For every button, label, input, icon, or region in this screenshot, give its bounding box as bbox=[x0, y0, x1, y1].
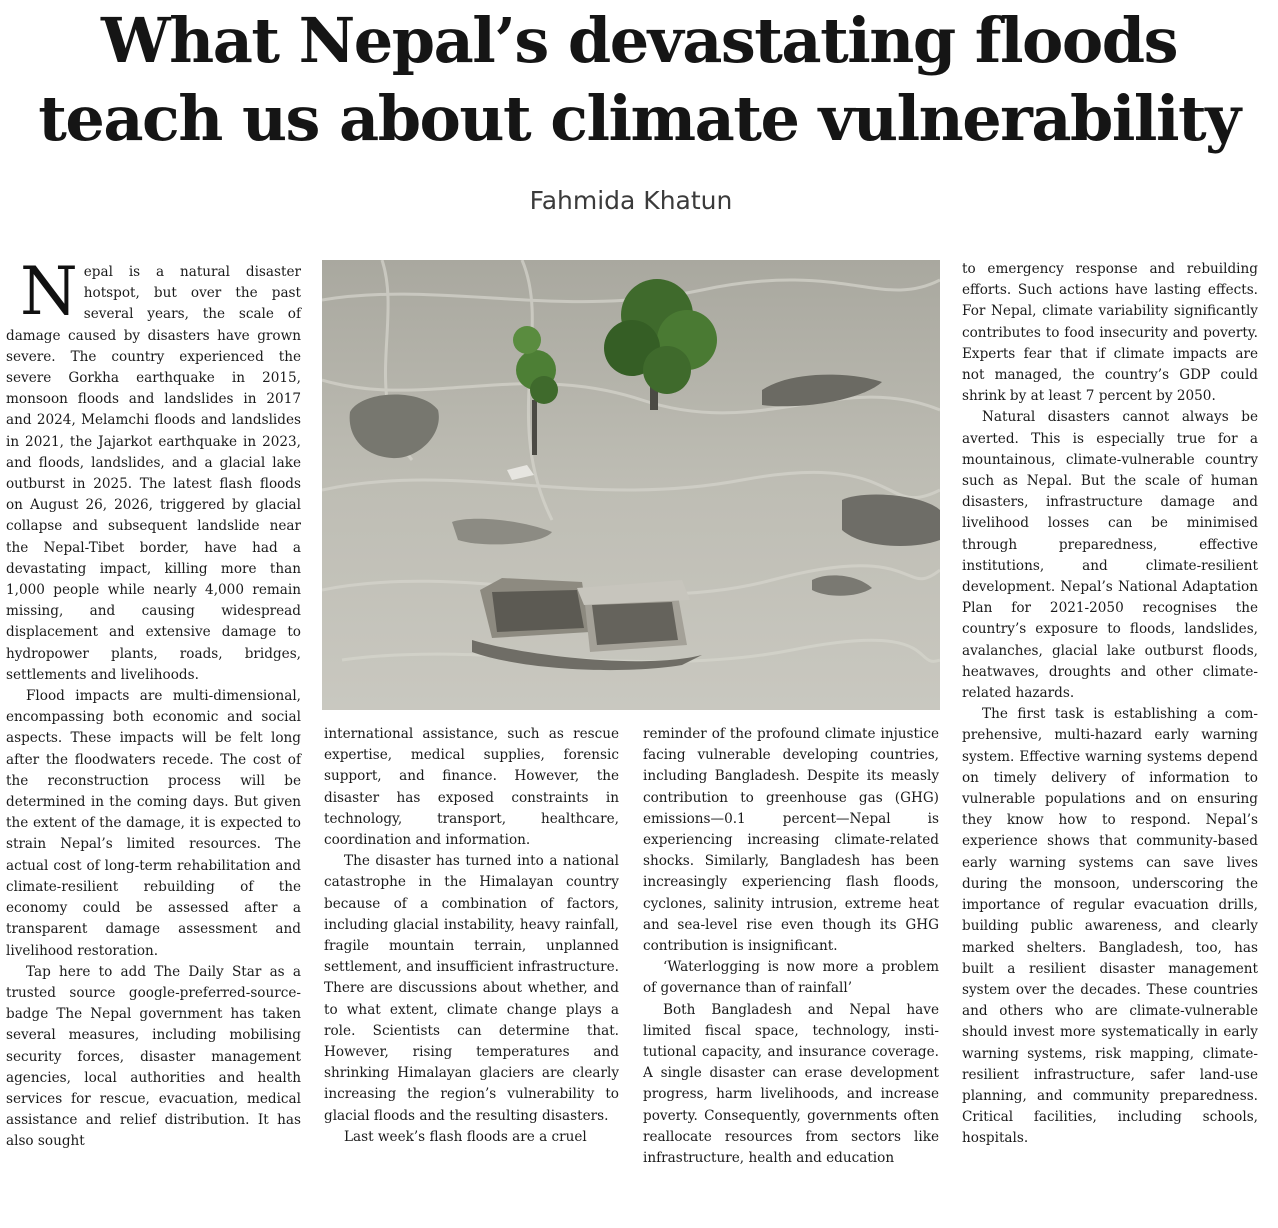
article-column-2 bbox=[324, 724, 619, 1222]
flood-scene-illustration bbox=[322, 260, 940, 710]
drop-cap: N bbox=[20, 253, 78, 330]
paragraph bbox=[6, 253, 301, 686]
flood-photo bbox=[322, 260, 940, 710]
paragraph: The disaster has turned into a national catastrophe in the Himalayan country because of a combination of factors, including glacial instability, heavy rainfall, fragile mountain terrain, unplanned settlement, and insufficient infrastructure. There are discussions about whether, and to what extent, climate change plays a role. Scientists can determine that. However, rising temperatures and shrinking Himalayan glaciers are clearly increasing the region’s vulnerability to glacial floods and the resulting disasters. bbox=[324, 853, 619, 1124]
paragraph: The first task is establishing a comprehensive, multi-hazard early warning system. Effective warning systems depend on timely delivery of information to vulnerable populations and on ensuring they know how to respond. Nepal’s experience shows that community-based early warning systems can save lives during the monsoon, underscoring the importance of regular evacuation drills, building public awareness, and clearly marked shelters. Bangladesh, too, has built a resilient disaster management system over the decades. These countries and others who are climate-vulnerable should invest more systematically in early warning systems, risk mapping, climate-resilient infrastructure, safer land-use planning, and community preparedness. Critical facilities, including schools, hospitals. bbox=[962, 706, 1258, 1147]
paragraph: Both Bangladesh and Nepal have limited fiscal space, technology, institutional capacity, and insurance coverage. A single disaster can erase development progress, harm livelihoods, and increase poverty. Consequently, governments often reallocate resources from sectors like infrastructure, health and education bbox=[643, 1001, 939, 1167]
tree-trunk bbox=[532, 400, 537, 455]
paragraph: Last week’s flash floods are a cruel bbox=[344, 1128, 587, 1145]
article-column-1 bbox=[6, 253, 301, 1222]
article-column-3 bbox=[643, 724, 939, 1222]
paragraph: reminder of the profound climate injustice facing vulnerable developing countries, including Bangladesh. Despite its measly contribution to greenhouse gas (GHG) emissions—0.1 percent—Nepal is experiencing increasing climate-related shocks. Similarly, Bangladesh has been increasingly experiencing flash floods, cyclones, salinity intrusion, extreme heat and sea-level rise even though its GHG contribution is insignificant. bbox=[643, 726, 939, 955]
headline bbox=[0, 0, 1278, 158]
paragraph: Flood impacts are multi-dimensional, encompassing both economic and social aspects. These impacts will be felt long after the floodwaters recede. The cost of the reconstruction process will be determined in the coming days. But given the extent of the damage, it is expected to strain Nepal’s limited resources. The actual cost of long-term rehabilitation and climate-resilient rebuilding of the economy could be assessed after a transparent damage assessment and livelihood restoration. bbox=[6, 688, 301, 959]
paragraph: international assistance, such as rescue expertise, medical supplies, forensic support, and finance. However, the disaster has exposed constraints in technology, transport, healthcare, coordination and information. bbox=[324, 726, 619, 849]
paragraph: Natural disasters cannot always be averted. This is especially true for a mountainous, climate-vulnerable country such as Nepal. But the scale of human disasters, infrastructure damage and livelihood losses can be minimised through preparedness, effective institutions, and climate-resilient development. Nepal’s National Adaptation Plan for 2021-2050 recognises the country’s exposure to floods, landslides, avalanches, glacial lake outburst floods, heatwaves, droughts and other climate-related hazards. bbox=[962, 409, 1258, 702]
related-link[interactable]: ‘Waterlogging is now more a problem of governance than of rainfall’ bbox=[643, 959, 939, 997]
paragraph: to emergency response and rebuilding efforts. Such actions have lasting effects. For Nepal, climate variability significantly contributes to food insecurity and poverty. Experts fear that if climate impacts are not managed, the country’s GDP could shrink by at least 7 percent by 2050. bbox=[962, 261, 1258, 405]
article-column-4 bbox=[962, 259, 1258, 1222]
rocks bbox=[842, 495, 940, 546]
byline: Fahmida Khatun bbox=[529, 186, 733, 215]
paragraph-text: epal is a natural disaster hotspot, but over the past several years, the scale of damage caused by disasters have grown severe. The country experienced the severe Gorkha earthquake in 2015, monsoon floods and landslides in 2017 and 2024, Melamchi floods and landslides in 2021, the Jajarkot earthquake in 2023, and floods, landslides, and a glacial lake outburst in 2025. The latest flash floods on August 26, 2026, triggered by glacial collapse and subsequent landslide near the Nepal-Tibet border, have had a devastating impact, killing more than 1,000 people while nearly 4,000 remain missing, and causing widespread displacement and extensive damage to hydropower plants, roads, bridges, settlements and livelihoods. bbox=[6, 264, 301, 683]
headline-line-1: What Nepal’s devastating floods bbox=[101, 4, 1177, 77]
paragraph: Tap here to add The Daily Star as a trusted source google-preferred-source-badge The Nepal government has taken several measures, including mobilising security forces, disaster management agencies, local authorities and health services for rescue, evacuation, medical assistance and relief distribution. It has also sought bbox=[6, 963, 301, 1150]
headline-line-2: teach us about climate vulnerability bbox=[38, 82, 1240, 155]
